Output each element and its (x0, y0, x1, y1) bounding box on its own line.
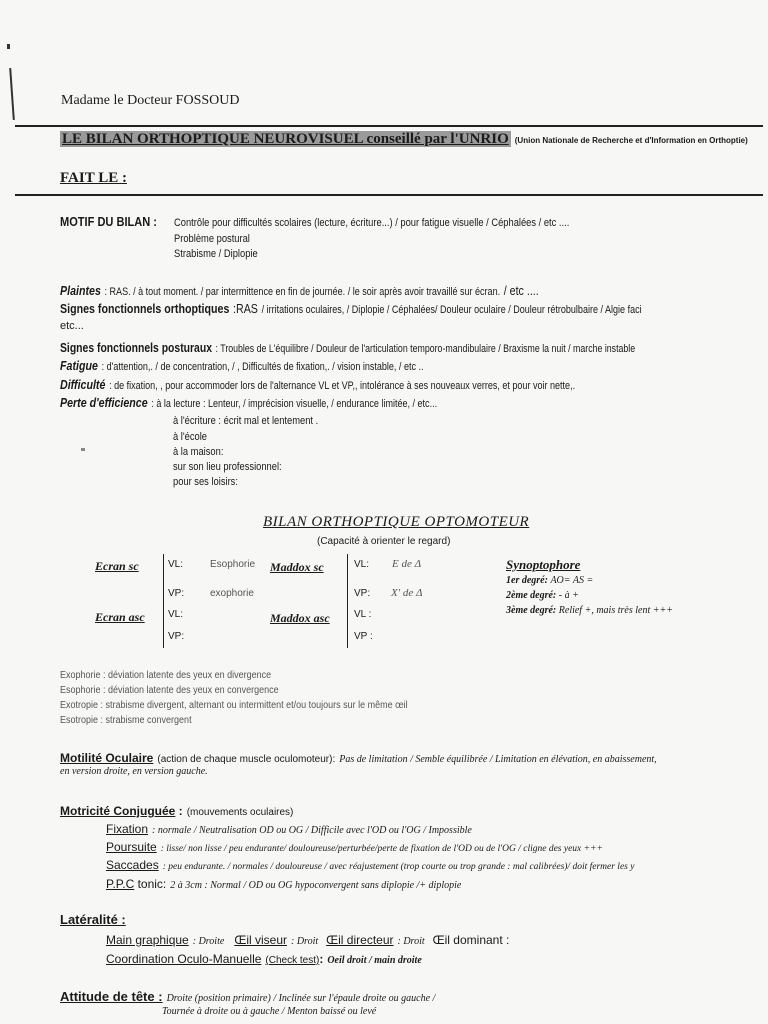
oeil-viseur-value: : Droit (291, 936, 319, 947)
attitude-label: Attitude de tête : (60, 989, 163, 1004)
motif-label: MOTIF DU BILAN : (60, 214, 157, 229)
motif-line3: Strabisme / Diplopie (174, 248, 258, 260)
fixation-row (106, 820, 472, 838)
ppc-label: P.P.C (106, 877, 135, 891)
ppc-tonic: tonic: (134, 877, 167, 891)
deg3-value: Relief +, mais très lent +++ (558, 605, 673, 616)
difficulte-text: : de fixation, , pour accommoder lors de l'alternance VL et VP,, intolérance à ses nouveaux verres, et pour voir nette,. (109, 380, 576, 392)
deg3-label: 3ème degré: (506, 605, 557, 616)
definition-line: Exotropie : strabisme divergent, alternant ou intermittent et/ou toujours sur le même œil (60, 700, 408, 711)
saccades-text: : peu endurante. / normales / douloureuse / avec réajustement (trop courte ou trop grande : mal calibrées)/ doit fermer les y (162, 862, 635, 872)
synoptophore-deg2 (506, 590, 579, 601)
attitude-row (60, 988, 435, 1006)
maddox-sc-label: Maddox sc (270, 560, 324, 574)
optomoteur-subtitle: (Capacité à orienter le regard) (317, 536, 451, 547)
maddox-asc-vl: VL : (354, 609, 372, 620)
maddox-divider (347, 554, 348, 648)
attitude-line1: Droite (position primaire) / Inclinée sur l'épaule droite ou gauche / (166, 993, 436, 1004)
signes-post-text: : Troubles de L'équilibre / Douleur de l'articulation temporo-mandibulaire / Braxisme la nuit / marche instable (215, 343, 636, 355)
plaintes-row (60, 282, 539, 300)
main-graphique-label: Main graphique (106, 933, 189, 947)
perte-item: sur son lieu professionnel: (173, 461, 282, 473)
poursuite-label: Poursuite (106, 840, 157, 854)
motricite-colon: : (175, 804, 183, 818)
plaintes-text: : RAS. / à tout moment. / par intermittence en fin de journée. / le soir après avoir travaillé sur écran. (104, 286, 501, 298)
maddox-asc-vp: VP : (354, 631, 373, 642)
maddox-vp: VP: (354, 588, 371, 599)
motif-line1: Contrôle pour difficultés scolaires (lecture, écriture...) / pour fatigue visuelle / Céphalées / etc .... (174, 217, 570, 229)
lateralite-label: Latéralité : (60, 912, 126, 927)
motif-line2: Problème postural (174, 233, 250, 245)
motilite-text2: en version droite, en version gauche. (60, 766, 208, 777)
perte-label: Perte d'efficience (60, 395, 148, 410)
deg2-value: - à + (558, 590, 579, 601)
ecran-vl-value: Esophorie (210, 559, 256, 570)
signes-post-label: Signes fonctionnels posturaux (60, 340, 212, 355)
oeil-dominant-label: Œil dominant : (432, 933, 510, 947)
fixation-label: Fixation (106, 822, 149, 836)
motricite-paren: (mouvements oculaires) (186, 807, 294, 818)
ecran-sc-label: Ecran sc (95, 559, 139, 573)
motilite-paren: (action de chaque muscle oculomoteur): (157, 754, 336, 765)
perte-item: à l'école (173, 431, 208, 443)
motilite-label: Motilité Oculaire (60, 751, 154, 765)
saccades-label: Saccades (106, 858, 159, 872)
ecran-vp: VP: (168, 588, 185, 599)
ppc-row (106, 875, 461, 893)
coordination-label: Coordination Oculo-Manuelle (106, 952, 262, 966)
definition-line: Esotropie : strabisme convergent (60, 715, 192, 726)
motricite-label: Motricité Conjuguée (60, 804, 176, 818)
fait-le-label: FAIT LE : (60, 170, 127, 186)
plaintes-label: Plaintes (60, 283, 101, 298)
poursuite-row (106, 838, 603, 856)
perte-item: à la maison: (173, 446, 224, 458)
signes-ortho-etc: etc... (60, 320, 84, 332)
maddox-vl: VL: (354, 559, 370, 570)
coordination-value: Oeil droit / main droite (327, 955, 422, 966)
ecran-asc-label: Ecran asc (95, 610, 145, 624)
perte-text: : à la lecture : Lenteur, / imprécision visuelle, / endurance limitée, / etc... (151, 398, 438, 410)
deg2-label: 2ème degré: (506, 590, 557, 601)
fatigue-label: Fatigue (60, 358, 98, 373)
signes-ortho-label: Signes fonctionnels orthoptiques (60, 301, 230, 316)
header-rule-bottom (15, 194, 763, 196)
definition-line: Esophorie : déviation latente des yeux en convergence (60, 685, 279, 696)
oeil-directeur-label: Œil directeur (326, 933, 394, 947)
ecran-vp-value: exophorie (210, 588, 254, 599)
coordination-paren: (Check test) (265, 955, 320, 966)
signes-ortho-ras: :RAS (233, 301, 258, 316)
scan-dot (81, 448, 85, 451)
ecran-vl: VL: (168, 559, 184, 570)
perte-item: à l'écriture : écrit mal et lentement . (173, 415, 319, 427)
oeil-viseur-label: Œil viseur (234, 933, 287, 947)
motricite-row (60, 802, 293, 820)
saccades-row (106, 856, 634, 874)
definition-line: Exophorie : déviation latente des yeux en divergence (60, 670, 272, 681)
motilite-text: Pas de limitation / Semble équilibrée / Limitation en élévation, en abaissement, (339, 754, 657, 765)
lateralite-row1 (106, 931, 509, 949)
signes-ortho-text: / irritations oculaires, / Diplopie / Céphalées/ Douleur oculaire / Douleur rétrobulbaire / Algie faci (261, 304, 642, 316)
attitude-line2: Tournée à droite ou à gauche / Menton baissé ou levé (162, 1006, 377, 1017)
signes-ortho-row (60, 300, 642, 318)
difficulte-row (60, 376, 575, 394)
fixation-text: : normale / Neutralisation OD ou OG / Difficile avec l'OD ou l'OG / Impossible (152, 825, 472, 836)
ecran-divider (163, 554, 164, 648)
title-note: (Union Nationale de Recherche et d'Information en Orthoptie) (514, 136, 748, 145)
lateralite-row2 (106, 950, 422, 968)
poursuite-text: : lisse/ non lisse / peu endurante/ douloureuse/perturbée/perte de fixation de l'OD ou de l'OG / cligne des yeux +++ (160, 844, 603, 854)
plaintes-etc: / etc .... (503, 283, 539, 298)
difficulte-label: Difficulté (60, 377, 106, 392)
scan-mark (7, 44, 10, 49)
optomoteur-title: BILAN ORTHOPTIQUE OPTOMOTEUR (263, 514, 530, 530)
ecran-asc-vl: VL: (168, 609, 184, 620)
oeil-directeur-value: : Droit (397, 936, 425, 947)
document-title (60, 130, 748, 148)
deg1-label: 1er degré: (506, 575, 548, 586)
perte-item: pour ses loisirs: (173, 476, 238, 488)
perte-row (60, 394, 437, 412)
fatigue-row (60, 357, 424, 375)
synoptophore-deg3 (506, 605, 673, 616)
ppc-text: 2 à 3cm : Normal / OD ou OG hypoconvergent sans diplopie /+ diplopie (170, 880, 462, 891)
fatigue-text: : d'attention,. / de concentration, / , Difficultés de fixation,. / vision instable, / etc .. (101, 361, 424, 373)
synoptophore-deg1 (506, 575, 593, 586)
deg1-value: AO= AS = (550, 575, 594, 586)
synoptophore-label: Synoptophore (506, 557, 581, 572)
maddox-vp-value: X' de Δ (391, 587, 423, 599)
title-text: LE BILAN ORTHOPTIQUE NEUROVISUEL conseillé par l'UNRIO (62, 131, 509, 147)
ecran-asc-vp: VP: (168, 631, 185, 642)
header-rule-top (15, 125, 763, 127)
main-graphique-value: : Droite (192, 936, 225, 947)
coordination-colon: : (319, 952, 324, 966)
doctor-name: Madame le Docteur FOSSOUD (61, 93, 240, 108)
signes-post-row (60, 339, 635, 357)
maddox-asc-label: Maddox asc (270, 611, 330, 625)
maddox-vl-value: E de Δ (392, 558, 422, 570)
scan-margin-line (9, 68, 14, 120)
motilite-row (60, 749, 657, 767)
